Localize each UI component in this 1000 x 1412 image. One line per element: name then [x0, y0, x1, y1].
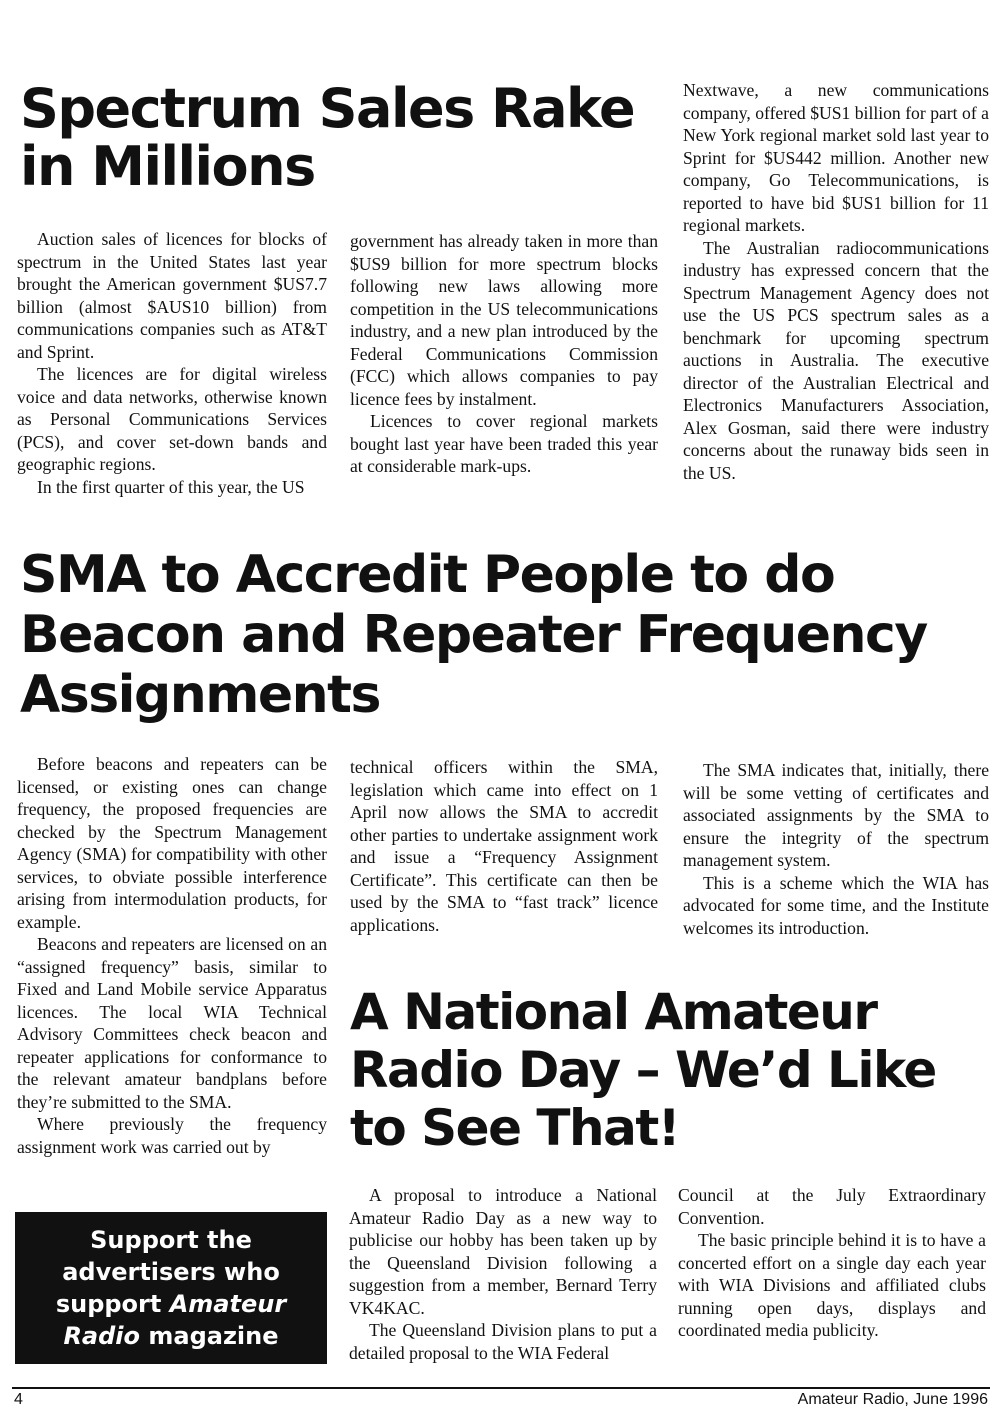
footer-rule	[12, 1387, 990, 1389]
headline-line: Beacon and Repeater Frequency	[20, 605, 927, 665]
paragraph: The Australian radiocommunications industry has expressed concern that the Spectrum Management Agency does not use the US PCS spectrum sales as a benchmark for upcoming spectrum auctions in Australia. The executive director of the Australian Electrical and Electronics Manufacturers Association, Alex Gosman, said there were industry concerns about the runaway bids seen in the US.	[683, 237, 989, 483]
paragraph: Beacons and repeaters are licensed on an “assigned frequency” basis, similar to Fixed and Land Mobile service Apparatus licences. The local WIA Technical Advisory Committees check beacon and repeater applications for conformance to the relevant amateur bandplans before they’re submitted to the SMA.	[17, 934, 327, 1112]
article1-column-2	[350, 230, 658, 478]
promo-magazine-name: Radio	[63, 1322, 141, 1350]
headline-line: Spectrum Sales Rake	[20, 77, 635, 140]
paragraph: In the first quarter of this year, the US	[37, 476, 305, 497]
paragraph: Council at the July Extraordinary Convention.	[678, 1185, 986, 1228]
headline-line: Assignments	[20, 665, 380, 725]
article3-column-2	[349, 1184, 657, 1364]
headline-line: A National Amateur	[350, 983, 877, 1041]
article2-headline	[20, 545, 927, 725]
promo-line	[15, 1320, 327, 1352]
paragraph: This is a scheme which the WIA has advocated for some time, and the Institute welcomes its introduction.	[683, 872, 989, 938]
article1-column-3	[683, 79, 989, 484]
paragraph: Nextwave, a new communications company, offered $US1 billion for part of a New York regional market sold last year to Sprint for $US442 million. Another new company, Go Telecommunications, is reported to have bid $US1 billion for 11 regional markets.	[683, 80, 989, 235]
promo-line	[15, 1288, 327, 1320]
paragraph: The SMA indicates that, initially, there will be some vetting of certificates and associated assignments by the SMA to ensure the integrity of the spectrum management system.	[683, 760, 989, 870]
paragraph: Auction sales of licences for blocks of spectrum in the United States last year brought the American government $US7.7 billion (almost $AUS10 billion) from communications companies such as AT&T and Sprint.	[17, 229, 327, 362]
promo-magazine-name: Amateur	[169, 1290, 287, 1318]
promo-text: magazine	[140, 1322, 279, 1350]
paragraph: technical officers within the SMA, legislation which came into effect on 1 April now allows the SMA to accredit other parties to undertake assignment work and issue a “Frequency Assignment Certificate”. This certificate can then be used by the SMA to “fast track” licence applications.	[350, 757, 658, 935]
page-number: 4	[14, 1391, 23, 1408]
headline-line: Radio Day – We’d Like	[350, 1041, 936, 1099]
headline-line: in Millions	[20, 135, 315, 198]
article2-column-1	[17, 753, 327, 1158]
article1-column-1	[17, 228, 327, 498]
article1-headline	[20, 77, 635, 198]
paragraph: The Queensland Division plans to put a detailed proposal to the WIA Federal	[349, 1320, 657, 1363]
article3-headline	[350, 983, 936, 1157]
paragraph: The basic principle behind it is to have a concerted effort on a single day each year with WIA Divisions and affiliated clubs running open days, displays and coordinated media publicity.	[678, 1230, 986, 1340]
headline-line: SMA to Accredit People to do	[20, 545, 835, 605]
paragraph: Where previously the frequency assignment work was carried out by	[17, 1114, 327, 1157]
promo-line: Support the	[90, 1226, 252, 1254]
advertiser-support-box	[15, 1212, 327, 1364]
promo-text: support	[55, 1290, 170, 1318]
paragraph: Licences to cover regional markets bought last year have been traded this year at considerable mark-ups.	[350, 411, 658, 476]
paragraph: A proposal to introduce a National Amateur Radio Day as a new way to publicise our hobby has been taken up by the Queensland Division following a suggestion from a member, Bernard Terry VK4KAC.	[349, 1185, 657, 1318]
paragraph: government has already taken in more than $US9 billion for more spectrum blocks following new laws allowing more competition in the US telecommunications industry, and a new plan introduced by the Federal Communications Commission (FCC) which allows companies to pay licence fees by instalment.	[350, 231, 658, 409]
article2-column-3	[683, 759, 989, 939]
article2-column-2	[350, 756, 658, 936]
publication-info: Amateur Radio, June 1996	[797, 1391, 988, 1408]
headline-line: to See That!	[350, 1099, 680, 1157]
promo-line: advertisers who	[62, 1258, 280, 1286]
article3-column-3	[678, 1184, 986, 1342]
paragraph: The licences are for digital wireless voice and data networks, otherwise known as Personal Communications Services (PCS), and cover set-down bands and geographic regions.	[17, 364, 327, 474]
paragraph: Before beacons and repeaters can be licensed, or existing ones can change frequency, the proposed frequencies are checked by the Spectrum Management Agency (SMA) for compatibility with other services, to obviate possible interference arising from intermodulation products, for example.	[17, 754, 327, 932]
